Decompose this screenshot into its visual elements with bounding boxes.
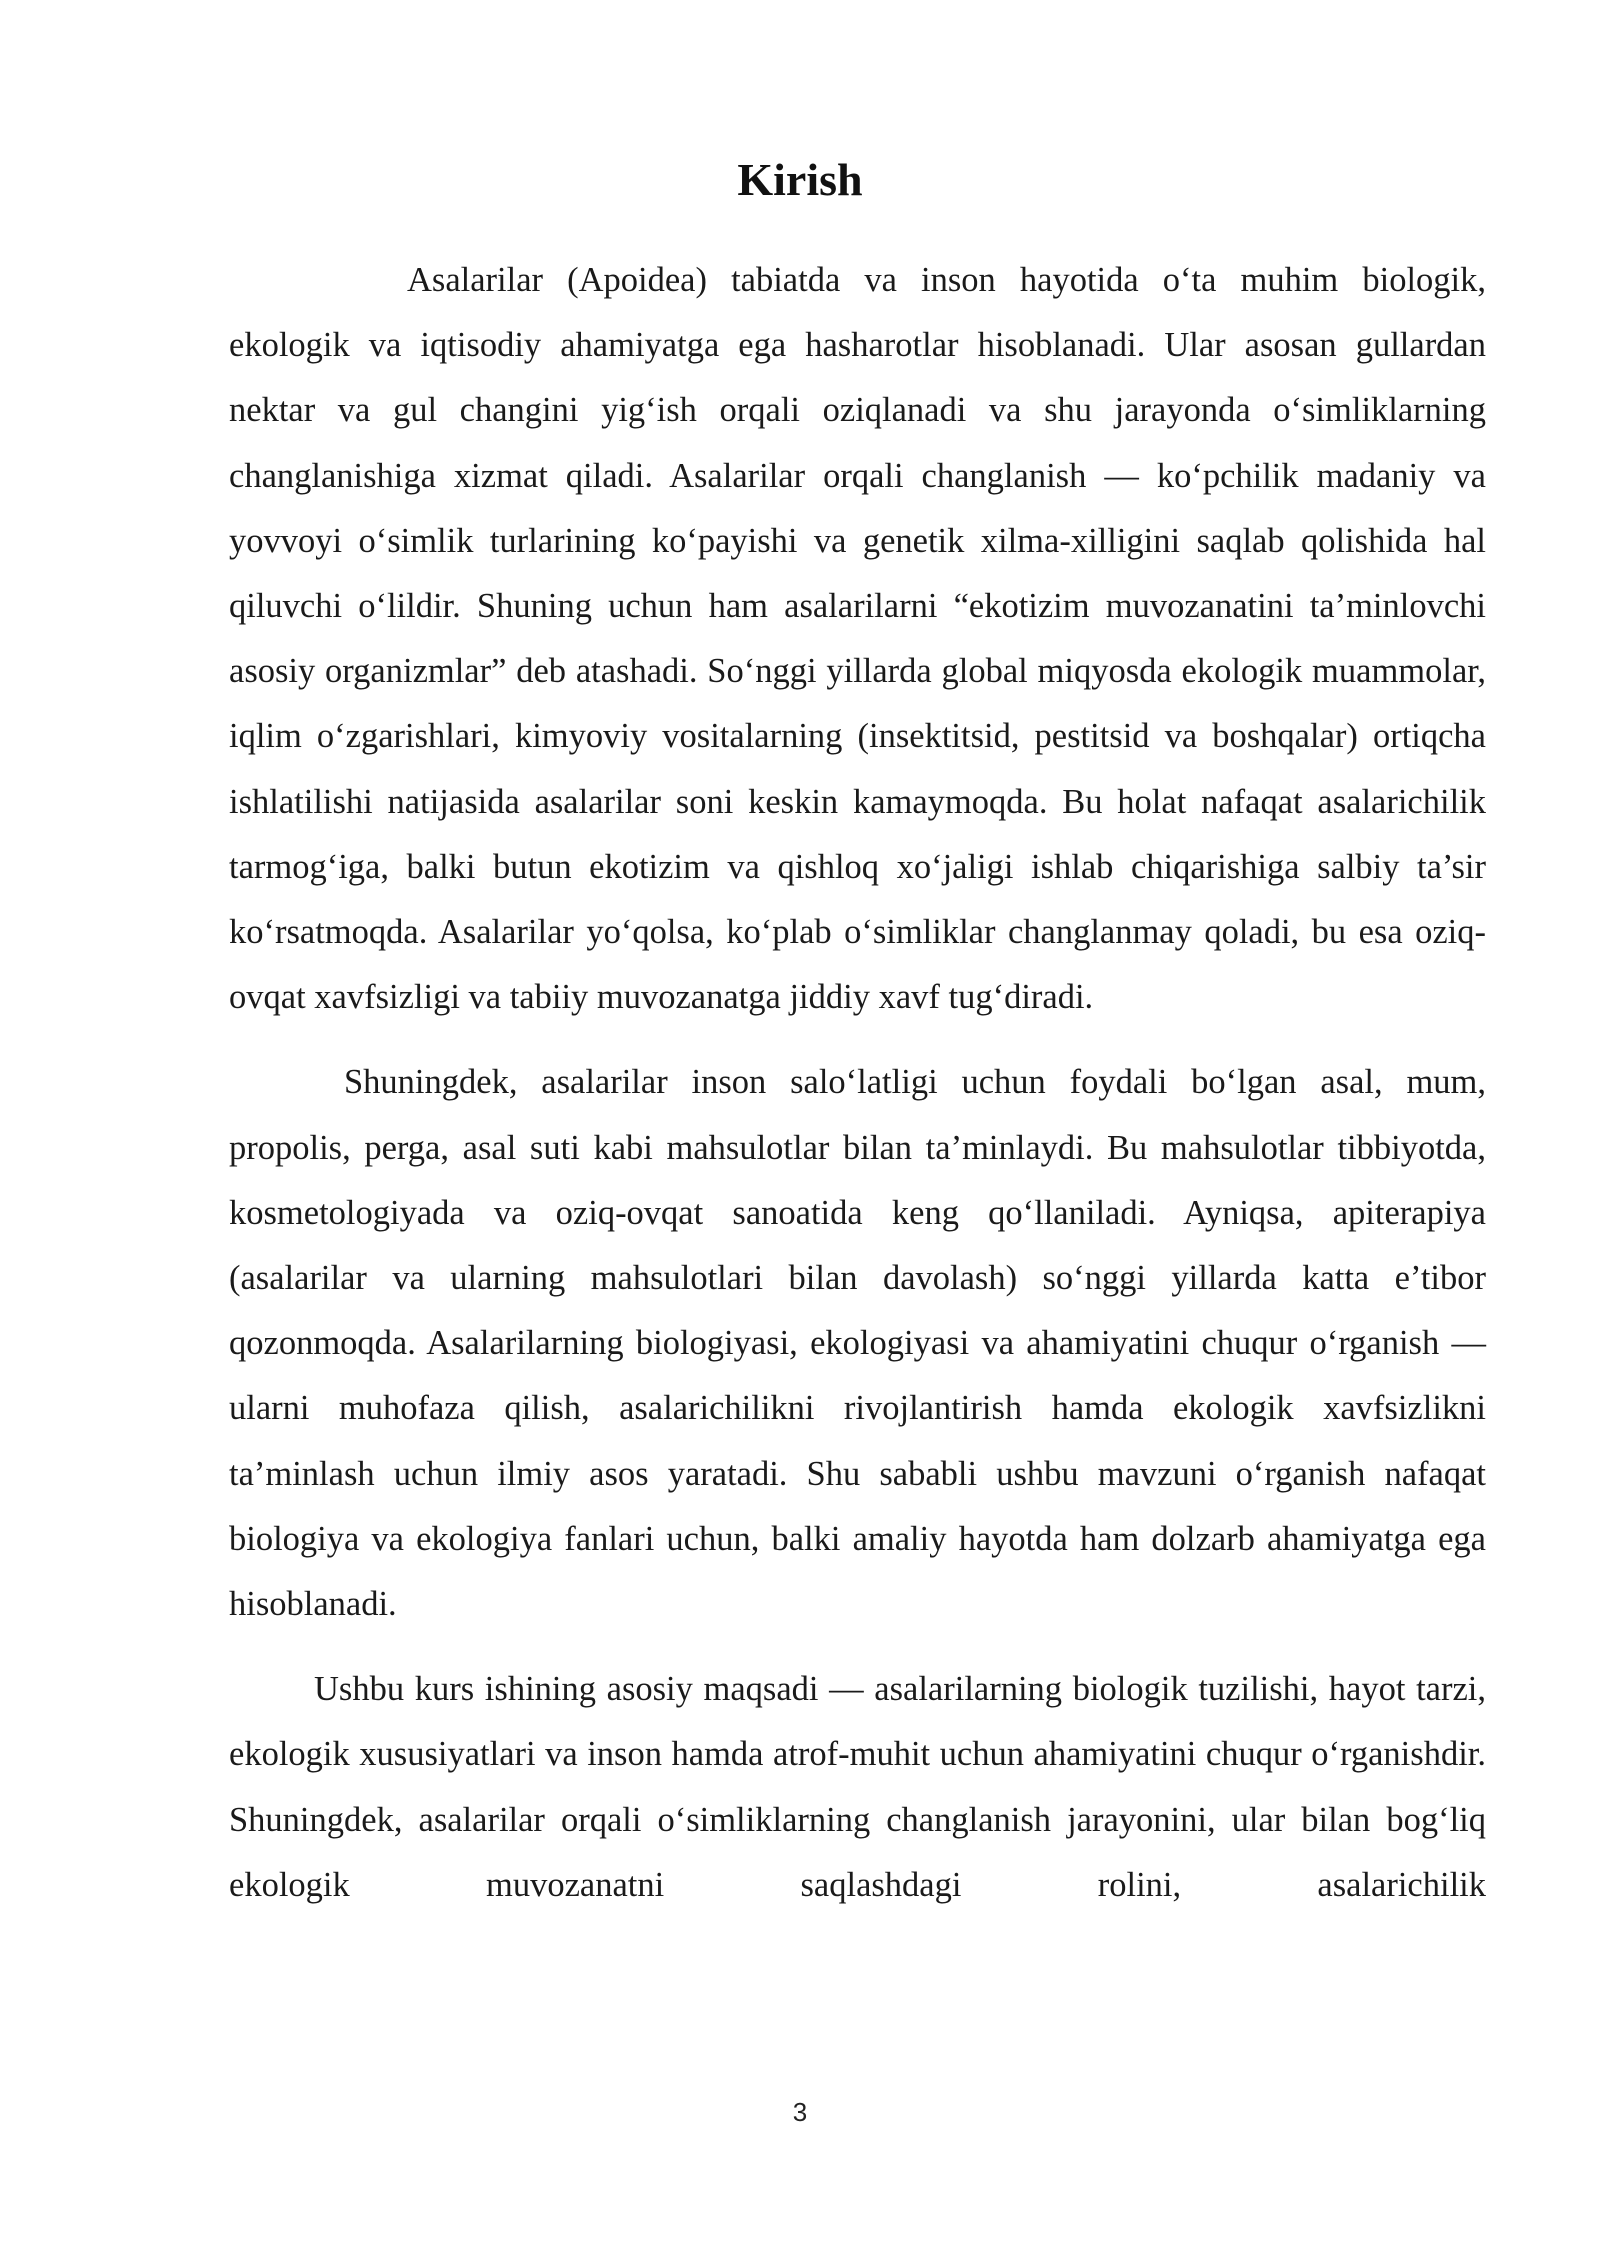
page-title: Kirish: [737, 154, 863, 205]
page-number: 3: [792, 2097, 808, 2127]
body-text: [229, 248, 1486, 1918]
paragraph-1: Asalarilar (Apoidea) tabiatda va inson hayotida o‘ta muhim biologik, ekologik va iqtisodiy ahamiyatga ega hasharotlar hisoblanadi. Ular asosan gullardan nektar va gul changini yig‘ish orqali oziqlanadi va shu jarayonda o‘simliklarning changlanishiga xizmat qiladi. Asalarilar orqali changlanish — ko‘pchilik madaniy va yovvoyi o‘simlik turlarining ko‘payishi va genetik xilma-xilligini saqlab qolishida hal qiluvchi o‘lildir. Shuning uchun ham asalarilarni “ekotizim muvozanatini ta’minlovchi asosiy organizmlar” deb atashadi. So‘nggi yillarda global miqyosda ekologik muammolar, iqlim o‘zgarishlari, kimyoviy vositalarning (insektitsid, pestitsid va boshqalar) ortiqcha ishlatilishi natijasida asalarilar soni keskin kamaymoqda. Bu holat nafaqat asalarichilik tarmog‘iga, balki butun ekotizim va qishloq xo‘jaligi ishlab chiqarishiga salbiy ta’sir ko‘rsatmoqda. Asalarilar yo‘qolsa, ko‘plab o‘simliklar changlanmay qoladi, bu esa oziq-ovqat xavfsizligi va tabiiy muvozanatga jiddiy xavf tug‘diradi.: [229, 261, 1486, 1017]
paragraph-2: Shuningdek, asalarilar inson salo‘latligi uchun foydali bo‘lgan asal, mum, propolis, perga, asal suti kabi mahsulotlar bilan ta’minlaydi. Bu mahsulotlar tibbiyotda, kosmetologiyada va oziq-ovqat sanoatida keng qo‘llaniladi. Ayniqsa, apiterapiya (asalarilar va ularning mahsulotlari bilan davolash) so‘nggi yillarda katta e’tibor qozonmoqda. Asalarilarning biologiyasi, ekologiyasi va ahamiyatini chuqur o‘rganish — ularni muhofaza qilish, asalarichilikni rivojlantirish hamda ekologik xavfsizlikni ta’minlash uchun ilmiy asos yaratadi. Shu sababli ushbu mavzuni o‘rganish nafaqat biologiya va ekologiya fanlari uchun, balki amaliy hayotda ham dolzarb ahamiyatga ega hisoblanadi.: [229, 1063, 1486, 1624]
paragraph-3: Ushbu kurs ishining asosiy maqsadi — asalarilarning biologik tuzilishi, hayot tarzi, ekologik xususiyatlari va inson hamda atrof-muhit uchun ahamiyatini chuqur o‘rganishdir. Shuningdek, asalarilar orqali o‘simliklarning changlanish jarayonini, ular bilan bog‘liq ekologik muvozanatni saqlashdagi rolini, asalarichilik: [229, 1670, 1486, 1904]
